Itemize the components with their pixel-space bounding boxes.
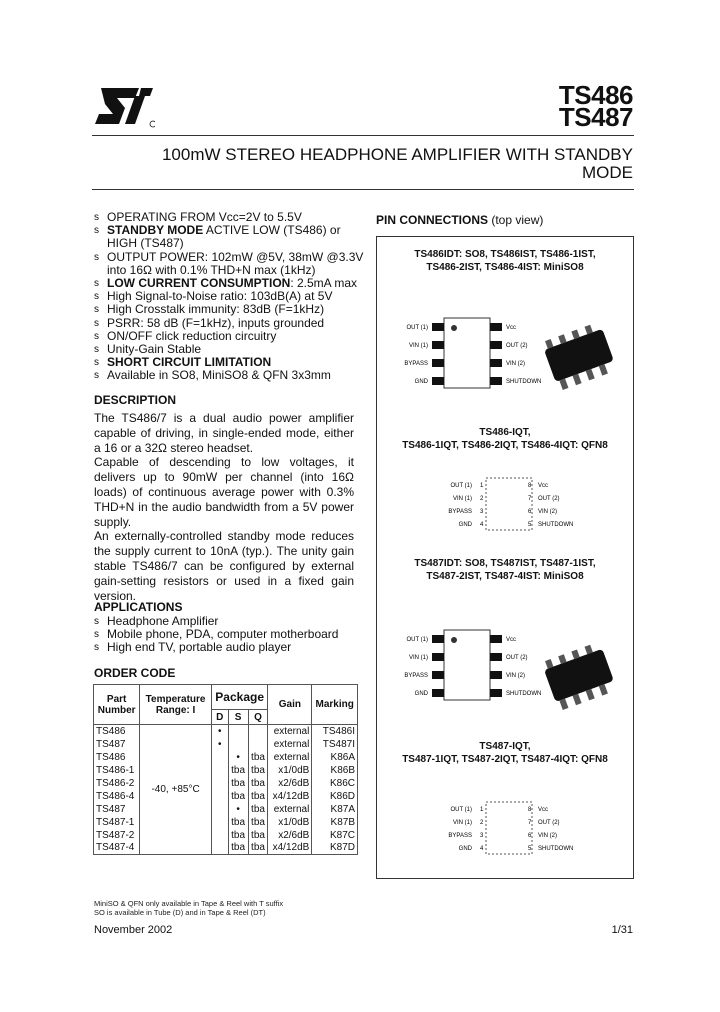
bullet-icon: s [94,317,99,329]
pin-label: Vcc [506,637,517,643]
so8-diagram-ts487 [376,622,634,732]
order-cell-s: tba [228,816,248,829]
pin-label: Vcc [538,807,549,813]
order-cell-q: tba [248,751,268,764]
pin-label: OUT (1) [406,637,428,643]
table-row [94,803,358,816]
pin-label: Vcc [506,325,517,331]
table-row [94,829,358,842]
pkg1-title-line1: TS486IDT: SO8, TS486IST, TS486-1IST, [414,249,596,260]
pin-number: 8 [528,483,532,489]
pin-number: 6 [528,509,532,515]
col-gain: Gain [268,685,312,725]
part-number-ts486: TS486 [558,80,633,110]
order-cell-d [211,777,228,790]
pin-label: SHUTDOWN [506,691,542,697]
order-cell-mark: K87B [312,816,358,829]
order-cell-mark: TS486I [312,725,358,738]
pin-number: 7 [528,496,532,502]
order-cell-gain: x4/12dB [268,842,312,855]
order-cell-s: tba [228,777,248,790]
order-cell-q: tba [248,777,268,790]
part-number-ts487: TS487 [558,102,633,132]
feature-plain: ON/OFF click reduction circuitry [107,328,277,343]
so8-pins-right [490,323,502,385]
col-s: S [228,710,248,725]
footer-date: November 2002 [94,924,173,936]
pin-number: 5 [528,846,532,852]
bullet-icon: s [94,629,99,640]
order-cell-gain: external [268,751,312,764]
header-rule [92,135,634,136]
pin-label: OUT (1) [450,807,472,813]
order-cell-part: TS486 [94,725,140,738]
pin-number: 3 [480,509,484,515]
order-cell-q: tba [248,764,268,777]
col-part-number: Part Number [94,685,140,725]
pkg1-title [376,248,634,274]
pin-label: VIN (1) [408,343,428,349]
order-cell-gain: external [268,803,312,816]
bullet-icon: s [94,251,99,263]
feature-plain: : 2.5mA max [290,276,358,291]
pin-label: OUT (2) [506,343,528,349]
col-d: D [211,710,228,725]
order-cell-part: TS486 [94,751,140,764]
description-p2: Capable of descending to low voltages, it delivers up to 90mW per channel (into 16Ω loads) of continuous average power with 0.3% THD+N in the audio bandwidth from a 5V power supply. [94,455,354,529]
pin-label: VIN (1) [452,820,472,826]
order-cell-d [211,751,228,764]
bullet-icon: s [94,291,99,303]
qfn-diagram-ts486 [376,476,634,536]
chip-3d-render [541,641,617,711]
table-row [94,777,358,790]
pin-number: 3 [480,833,484,839]
pin-label: SHUTDOWN [538,846,574,852]
bullet-icon: s [94,642,99,653]
application-text: High end TV, portable audio player [107,640,292,654]
pin-number: 1 [480,807,484,813]
col-temperature: Temperature Range: I [140,685,212,725]
pin-label: VIN (1) [408,655,428,661]
pin-label: OUT (2) [538,496,560,502]
order-cell-mark: K87C [312,829,358,842]
footer-page: 1/31 [611,924,633,936]
order-cell-d [211,829,228,842]
pin-label: GND [414,691,428,697]
order-cell-d [211,764,228,777]
table-row [94,842,358,855]
pin-label: VIN (2) [538,833,558,839]
order-cell-mark: K86A [312,751,358,764]
table-row [94,738,358,751]
pin-number: 2 [480,820,484,826]
order-cell-d: • [211,725,228,738]
pin-label: OUT (2) [538,820,560,826]
feature-bold: SHORT CIRCUIT LIMITATION [107,355,272,370]
order-cell-s: tba [228,829,248,842]
bullet-icon: s [94,344,99,356]
pin-connections-title: PIN CONNECTIONS [376,213,489,227]
feature-plain: OUTPUT POWER: 102mW @5V, 38mW @3.3V into 16Ω with 0.1% THD+N max (1kHz) [107,249,364,277]
pkg3-title-line1: TS487IDT: SO8, TS487IST, TS487-1IST, [414,558,596,569]
feature-bold: LOW CURRENT CONSUMPTION [107,276,291,291]
order-cell-part: TS486-1 [94,764,140,777]
order-cell-mark: K86C [312,777,358,790]
st-logo [95,80,155,130]
order-cell-mark: K87A [312,803,358,816]
description-p3: An externally-controlled standby mode reduces the supply current to 10nA (typ.). The unity gain stable TS486/7 can be configured by external gain-setting resistors or used in a fixed gain version. [94,529,354,603]
pin-number: 4 [480,522,484,528]
description-body [94,411,354,603]
applications-list [94,615,369,654]
pin-number: 2 [480,496,484,502]
pin-label: BYPASS [448,509,472,515]
chip-3d-render [541,321,617,391]
pin-label: OUT (1) [450,483,472,489]
pin-label: BYPASS [404,361,428,367]
bullet-icon: s [94,330,99,342]
bullet-icon: s [94,370,99,382]
feature-plain: High Crosstalk immunity: 83dB (F=1kHz) [107,302,325,317]
feature-bold: STANDBY MODE [107,223,204,238]
pin-label: VIN (2) [506,673,526,679]
order-cell-q: tba [248,829,268,842]
order-cell-gain: x1/0dB [268,816,312,829]
pin-number: 8 [528,807,532,813]
feature-item [94,369,369,382]
order-cell-part: TS486-2 [94,777,140,790]
bullet-icon: s [94,616,99,627]
pkg4-title [376,740,634,766]
feature-text [107,251,369,277]
order-cell-d [211,803,228,816]
order-footnote-2: SO is available in Tube (D) and in Tape & Reel (DT) [94,908,266,917]
order-cell-gain: x4/12dB [268,790,312,803]
table-row [94,764,358,777]
table-row [94,816,358,829]
order-cell-mark: K86D [312,790,358,803]
pin-label: OUT (2) [506,655,528,661]
pin-number: 4 [480,846,484,852]
bullet-icon: s [94,225,99,237]
order-cell-s: tba [228,764,248,777]
order-cell-part: TS487 [94,803,140,816]
order-cell-s: • [228,751,248,764]
description-p1: The TS486/7 is a dual audio power amplifier capable of driving, in single-ended mode, either a 16 or a 32Ω stereo headset. [94,411,354,455]
order-code-heading: ORDER CODE [94,666,176,680]
feature-plain: High Signal-to-Noise ratio: 103dB(A) at 5V [107,289,333,304]
feature-text [107,224,369,250]
order-cell-part: TS487-2 [94,829,140,842]
pin-label: SHUTDOWN [506,379,542,385]
order-cell-gain: external [268,725,312,738]
bullet-icon: s [94,304,99,316]
order-cell-s: tba [228,790,248,803]
temperature-range-cell: -40, +85°C [140,725,212,855]
order-cell-gain: x2/6dB [268,829,312,842]
applications-heading: APPLICATIONS [94,600,183,614]
col-q: Q [248,710,268,725]
pin-label: BYPASS [448,833,472,839]
feature-item [94,251,369,277]
order-cell-d: • [211,738,228,751]
pkg1-title-line2: TS486-2IST, TS486-4IST: MiniSO8 [426,262,584,273]
pin-label: OUT (1) [406,325,428,331]
pkg4-title-line2: TS487-1IQT, TS487-2IQT, TS487-4IQT: QFN8 [402,754,608,765]
doc-title-line2: MODE [582,163,633,182]
table-row [94,751,358,764]
order-cell-gain: x2/6dB [268,777,312,790]
pin-label: GND [458,522,472,528]
order-cell-q [248,725,268,738]
pin-label: VIN (1) [452,496,472,502]
doc-title-line1: 100mW STEREO HEADPHONE AMPLIFIER WITH STANDBY [161,145,633,164]
order-cell-s [228,725,248,738]
feature-plain: OPERATING FROM Vcc=2V to 5.5V [107,210,302,224]
pkg3-title [376,557,634,583]
order-cell-part: TS487-4 [94,842,140,855]
table-row [94,725,358,738]
order-cell-q: tba [248,803,268,816]
pin-label: SHUTDOWN [538,522,574,528]
pin-number: 6 [528,833,532,839]
feature-list [94,211,369,383]
pin-label: BYPASS [404,673,428,679]
order-footnote-1: MiniSO & QFN only available in Tape & Reel with T suffix [94,899,284,908]
order-cell-q: tba [248,816,268,829]
order-cell-q: tba [248,790,268,803]
feature-plain: Unity-Gain Stable [107,342,202,357]
pin-number: 5 [528,522,532,528]
order-code-table [93,684,358,855]
pin-number: 1 [480,483,484,489]
pkg3-title-line2: TS487-2IST, TS487-4IST: MiniSO8 [426,571,584,582]
order-cell-gain: external [268,738,312,751]
order-cell-part: TS486-4 [94,790,140,803]
pkg4-title-line1: TS487-IQT, [479,741,531,752]
qfn-diagram-ts487 [376,800,634,860]
order-cell-mark: K86B [312,764,358,777]
pkg2-title [376,426,634,452]
title-rule [92,189,634,190]
application-text: Headphone Amplifier [107,614,219,628]
order-cell-q [248,738,268,751]
application-item [94,641,369,654]
pin-connections-sub: (top view) [488,213,544,227]
pin-label: Vcc [538,483,549,489]
pin-number: 7 [528,820,532,826]
application-text: Mobile phone, PDA, computer motherboard [107,627,339,641]
pin-connections-heading [376,213,543,227]
order-cell-s [228,738,248,751]
feature-plain: Available in SO8, MiniSO8 & QFN 3x3mm [107,368,331,383]
pin-label: VIN (2) [506,361,526,367]
pin-label: VIN (2) [538,509,558,515]
table-row [94,790,358,803]
order-cell-d [211,790,228,803]
order-cell-part: TS487 [94,738,140,751]
feature-text [107,369,369,382]
so8-pins-left [432,323,444,385]
col-package: Package [211,685,268,710]
feature-plain: ACTIVE LOW (TS486) or HIGH (TS487) [107,223,341,251]
order-cell-d [211,816,228,829]
so8-diagram-ts486 [376,310,634,420]
order-cell-part: TS487-1 [94,816,140,829]
bullet-icon: s [94,212,99,223]
bullet-icon: s [94,278,99,290]
col-marking: Marking [312,685,358,725]
feature-plain: PSRR: 58 dB (F=1kHz), inputs grounded [107,315,325,330]
order-cell-mark: K87D [312,842,358,855]
pkg2-title-line2: TS486-1IQT, TS486-2IQT, TS486-4IQT: QFN8 [402,440,608,451]
order-cell-mark: TS487I [312,738,358,751]
pkg2-title-line1: TS486-IQT, [479,427,531,438]
feature-item [94,224,369,250]
pin-label: GND [458,846,472,852]
description-heading: DESCRIPTION [94,393,177,407]
order-cell-s: • [228,803,248,816]
pin-label: GND [414,379,428,385]
order-cell-d [211,842,228,855]
order-cell-gain: x1/0dB [268,764,312,777]
bullet-icon: s [94,357,99,369]
order-cell-s: tba [228,842,248,855]
order-cell-q: tba [248,842,268,855]
